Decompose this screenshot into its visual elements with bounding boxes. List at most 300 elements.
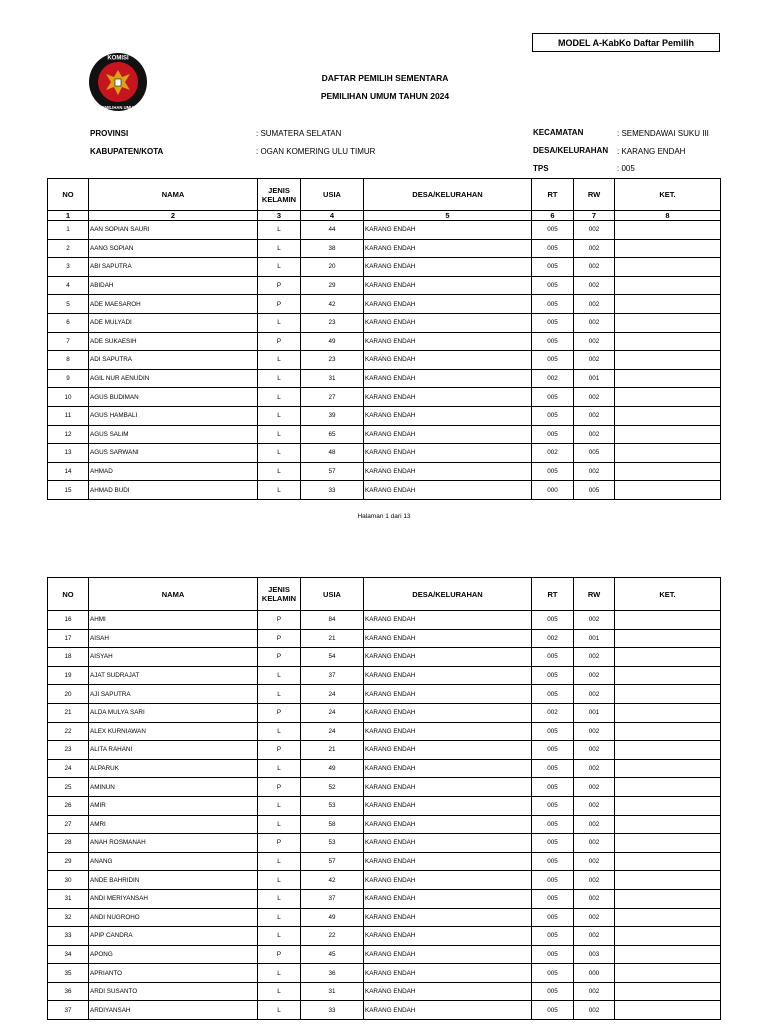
- table-row: [48, 388, 721, 407]
- cell-rw: 002: [574, 462, 615, 481]
- cell-ket: [615, 351, 721, 370]
- cell-rt: 005: [532, 964, 574, 983]
- cell-ket: [615, 648, 721, 667]
- cell-usia: 22: [301, 927, 364, 946]
- cell-usia: 58: [301, 815, 364, 834]
- cell-jk: L: [258, 722, 301, 741]
- table-row: [48, 685, 721, 704]
- header-rw: RW: [574, 179, 615, 211]
- cell-nama: ABIDAH: [89, 276, 258, 295]
- cell-ket: [615, 629, 721, 648]
- cell-nama: AGIL NUR AENUDIN: [89, 369, 258, 388]
- cell-rt: 005: [532, 889, 574, 908]
- cell-jk: L: [258, 908, 301, 927]
- cell-desa: KARANG ENDAH: [364, 332, 532, 351]
- cell-jk: P: [258, 703, 301, 722]
- cell-rt: 005: [532, 759, 574, 778]
- title-line-1: DAFTAR PEMILIH SEMENTARA: [321, 73, 449, 83]
- cell-desa: KARANG ENDAH: [364, 834, 532, 853]
- cell-rw: 002: [574, 871, 615, 890]
- tps-label: TPS: [533, 164, 549, 173]
- cell-usia: 49: [301, 332, 364, 351]
- cell-rt: 005: [532, 982, 574, 1001]
- cell-ket: [615, 852, 721, 871]
- cell-desa: KARANG ENDAH: [364, 629, 532, 648]
- cell-rw: 002: [574, 332, 615, 351]
- cell-usia: 33: [301, 481, 364, 500]
- cell-no: 14: [48, 462, 89, 481]
- cell-nama: ARDI SUSANTO: [89, 982, 258, 1001]
- cell-no: 16: [48, 611, 89, 630]
- cell-desa: KARANG ENDAH: [364, 239, 532, 258]
- table-row: [48, 611, 721, 630]
- cell-no: 3: [48, 258, 89, 277]
- cell-desa: KARANG ENDAH: [364, 648, 532, 667]
- cell-desa: KARANG ENDAH: [364, 815, 532, 834]
- cell-desa: KARANG ENDAH: [364, 927, 532, 946]
- kecamatan-value: : SEMENDAWAI SUKU III: [617, 129, 709, 138]
- header-rw: RW: [574, 578, 615, 611]
- cell-jk: L: [258, 406, 301, 425]
- cell-rt: 000: [532, 481, 574, 500]
- cell-rt: 005: [532, 221, 574, 240]
- cell-no: 10: [48, 388, 89, 407]
- cell-ket: [615, 908, 721, 927]
- cell-nama: ALDA MULYA SARI: [89, 703, 258, 722]
- cell-rw: 001: [574, 703, 615, 722]
- cell-rt: 005: [532, 796, 574, 815]
- cell-desa: KARANG ENDAH: [364, 276, 532, 295]
- cell-nama: AGUS SALIM: [89, 425, 258, 444]
- table-row: [48, 852, 721, 871]
- cell-rw: 002: [574, 982, 615, 1001]
- table-row: [48, 778, 721, 797]
- cell-desa: KARANG ENDAH: [364, 481, 532, 500]
- header-rt: RT: [532, 578, 574, 611]
- cell-ket: [615, 871, 721, 890]
- cell-usia: 39: [301, 406, 364, 425]
- table-row: [48, 964, 721, 983]
- cell-no: 21: [48, 703, 89, 722]
- column-index: 5: [364, 211, 532, 221]
- table-row: [48, 313, 721, 332]
- title-line-2: PEMILIHAN UMUM TAHUN 2024: [320, 91, 450, 101]
- table-row: [48, 759, 721, 778]
- cell-jk: L: [258, 369, 301, 388]
- header-nama: NAMA: [89, 578, 258, 611]
- cell-no: 27: [48, 815, 89, 834]
- cell-usia: 31: [301, 369, 364, 388]
- cell-desa: KARANG ENDAH: [364, 722, 532, 741]
- table-row: [48, 444, 721, 463]
- cell-usia: 65: [301, 425, 364, 444]
- cell-usia: 48: [301, 444, 364, 463]
- logo-top-text: KOMISI: [107, 55, 129, 62]
- cell-usia: 84: [301, 611, 364, 630]
- cell-desa: KARANG ENDAH: [364, 369, 532, 388]
- cell-jk: L: [258, 462, 301, 481]
- cell-no: 4: [48, 276, 89, 295]
- cell-desa: KARANG ENDAH: [364, 703, 532, 722]
- cell-jk: L: [258, 425, 301, 444]
- column-index: 6: [532, 211, 574, 221]
- cell-nama: ANDE BAHRIDIN: [89, 871, 258, 890]
- cell-rt: 005: [532, 815, 574, 834]
- table-row: [48, 703, 721, 722]
- cell-usia: 23: [301, 351, 364, 370]
- cell-desa: KARANG ENDAH: [364, 796, 532, 815]
- header-ket: KET.: [615, 179, 721, 211]
- table-row: [48, 221, 721, 240]
- table-row: [48, 815, 721, 834]
- cell-no: 5: [48, 295, 89, 314]
- cell-nama: AJI SAPUTRA: [89, 685, 258, 704]
- cell-jk: L: [258, 351, 301, 370]
- table-row: [48, 982, 721, 1001]
- cell-rw: 002: [574, 406, 615, 425]
- cell-nama: ANANG: [89, 852, 258, 871]
- cell-jk: L: [258, 313, 301, 332]
- table-row: [48, 871, 721, 890]
- column-index: 7: [574, 211, 615, 221]
- cell-nama: AISYAH: [89, 648, 258, 667]
- column-index: 2: [89, 211, 258, 221]
- cell-usia: 53: [301, 834, 364, 853]
- cell-desa: KARANG ENDAH: [364, 295, 532, 314]
- cell-ket: [615, 276, 721, 295]
- cell-desa: KARANG ENDAH: [364, 611, 532, 630]
- cell-jk: P: [258, 741, 301, 760]
- cell-usia: 24: [301, 703, 364, 722]
- table-row: [48, 332, 721, 351]
- table-row: [48, 666, 721, 685]
- table-row: [48, 1001, 721, 1020]
- cell-no: 32: [48, 908, 89, 927]
- cell-desa: KARANG ENDAH: [364, 741, 532, 760]
- cell-usia: 49: [301, 908, 364, 927]
- model-label: MODEL A-KabKo Daftar Pemilih: [532, 33, 720, 52]
- cell-usia: 33: [301, 1001, 364, 1020]
- cell-ket: [615, 425, 721, 444]
- table-header-row: [48, 578, 721, 611]
- table-row: [48, 741, 721, 760]
- cell-jk: L: [258, 666, 301, 685]
- cell-usia: 38: [301, 239, 364, 258]
- cell-rt: 005: [532, 871, 574, 890]
- cell-no: 35: [48, 964, 89, 983]
- cell-rw: 002: [574, 889, 615, 908]
- cell-ket: [615, 611, 721, 630]
- cell-rt: 005: [532, 425, 574, 444]
- logo-bottom-text: PEMILIHAN UMUM: [99, 105, 137, 110]
- cell-desa: KARANG ENDAH: [364, 444, 532, 463]
- header-ket: KET.: [615, 578, 721, 611]
- cell-nama: AHMAD BUDI: [89, 481, 258, 500]
- cell-nama: ALEX KURNIAWAN: [89, 722, 258, 741]
- cell-ket: [615, 927, 721, 946]
- cell-usia: 24: [301, 722, 364, 741]
- cell-no: 22: [48, 722, 89, 741]
- cell-rw: 002: [574, 834, 615, 853]
- cell-nama: APRIANTO: [89, 964, 258, 983]
- table-row: [48, 629, 721, 648]
- cell-no: 26: [48, 796, 89, 815]
- cell-rw: 002: [574, 778, 615, 797]
- table-row: [48, 927, 721, 946]
- header-usia: USIA: [301, 578, 364, 611]
- cell-no: 28: [48, 834, 89, 853]
- cell-ket: [615, 741, 721, 760]
- cell-desa: KARANG ENDAH: [364, 685, 532, 704]
- cell-usia: 31: [301, 982, 364, 1001]
- cell-desa: KARANG ENDAH: [364, 964, 532, 983]
- header-desa: DESA/KELURAHAN: [364, 578, 532, 611]
- header-nama: NAMA: [89, 179, 258, 211]
- cell-usia: 57: [301, 462, 364, 481]
- cell-rw: 000: [574, 964, 615, 983]
- cell-nama: AGUS HAMBALI: [89, 406, 258, 425]
- column-index: 8: [615, 211, 721, 221]
- cell-usia: 54: [301, 648, 364, 667]
- cell-nama: ADE SUKAESIH: [89, 332, 258, 351]
- cell-nama: AAN SOPIAN SAURI: [89, 221, 258, 240]
- cell-nama: ADE MAESAROH: [89, 295, 258, 314]
- cell-rw: 002: [574, 741, 615, 760]
- cell-jk: P: [258, 648, 301, 667]
- cell-nama: APIP CANDRA: [89, 927, 258, 946]
- cell-jk: P: [258, 945, 301, 964]
- cell-ket: [615, 221, 721, 240]
- table-row: [48, 406, 721, 425]
- table-row: [48, 369, 721, 388]
- cell-nama: ALPARUK: [89, 759, 258, 778]
- cell-rt: 005: [532, 611, 574, 630]
- cell-jk: P: [258, 276, 301, 295]
- cell-ket: [615, 982, 721, 1001]
- cell-desa: KARANG ENDAH: [364, 388, 532, 407]
- cell-no: 13: [48, 444, 89, 463]
- cell-rw: 002: [574, 276, 615, 295]
- cell-jk: P: [258, 834, 301, 853]
- cell-no: 17: [48, 629, 89, 648]
- cell-no: 12: [48, 425, 89, 444]
- cell-ket: [615, 462, 721, 481]
- cell-jk: L: [258, 815, 301, 834]
- cell-ket: [615, 313, 721, 332]
- cell-ket: [615, 964, 721, 983]
- cell-nama: AGUS BUDIMAN: [89, 388, 258, 407]
- cell-no: 29: [48, 852, 89, 871]
- cell-ket: [615, 722, 721, 741]
- cell-jk: L: [258, 871, 301, 890]
- cell-ket: [615, 444, 721, 463]
- cell-nama: AHMAD: [89, 462, 258, 481]
- cell-rw: 002: [574, 221, 615, 240]
- cell-jk: L: [258, 685, 301, 704]
- cell-rt: 005: [532, 927, 574, 946]
- tps-value: : 005: [617, 164, 635, 173]
- cell-jk: P: [258, 611, 301, 630]
- cell-jk: L: [258, 481, 301, 500]
- cell-rt: 005: [532, 351, 574, 370]
- column-index: 1: [48, 211, 89, 221]
- cell-ket: [615, 332, 721, 351]
- cell-desa: KARANG ENDAH: [364, 666, 532, 685]
- cell-desa: KARANG ENDAH: [364, 406, 532, 425]
- cell-nama: ANDI MERIYANSAH: [89, 889, 258, 908]
- cell-jk: L: [258, 759, 301, 778]
- voter-rows-page-2: [48, 611, 721, 1020]
- cell-ket: [615, 481, 721, 500]
- cell-desa: KARANG ENDAH: [364, 425, 532, 444]
- cell-nama: AGUS SARWANI: [89, 444, 258, 463]
- table-row: [48, 481, 721, 500]
- cell-no: 8: [48, 351, 89, 370]
- table-row: [48, 258, 721, 277]
- cell-rt: 005: [532, 313, 574, 332]
- cell-rt: 005: [532, 462, 574, 481]
- cell-jk: L: [258, 221, 301, 240]
- cell-rw: 002: [574, 239, 615, 258]
- cell-rt: 002: [532, 629, 574, 648]
- cell-usia: 29: [301, 276, 364, 295]
- cell-nama: ALITA RAHANI: [89, 741, 258, 760]
- cell-jk: P: [258, 778, 301, 797]
- cell-ket: [615, 388, 721, 407]
- table-row: [48, 889, 721, 908]
- cell-no: 15: [48, 481, 89, 500]
- cell-jk: L: [258, 852, 301, 871]
- cell-rt: 005: [532, 778, 574, 797]
- cell-usia: 20: [301, 258, 364, 277]
- cell-ket: [615, 239, 721, 258]
- table-row: [48, 834, 721, 853]
- page-number: Halaman 1 dari 13: [357, 513, 411, 520]
- column-index: 3: [258, 211, 301, 221]
- cell-usia: 21: [301, 741, 364, 760]
- cell-no: 31: [48, 889, 89, 908]
- cell-nama: ARDIYANSAH: [89, 1001, 258, 1020]
- kpu-logo: [88, 50, 148, 114]
- cell-no: 6: [48, 313, 89, 332]
- cell-usia: 24: [301, 685, 364, 704]
- table-row: [48, 462, 721, 481]
- cell-ket: [615, 759, 721, 778]
- kabupaten-value: : OGAN KOMERING ULU TIMUR: [256, 147, 376, 156]
- cell-rt: 005: [532, 332, 574, 351]
- cell-no: 19: [48, 666, 89, 685]
- cell-rw: 001: [574, 629, 615, 648]
- cell-rw: 002: [574, 927, 615, 946]
- cell-rw: 002: [574, 313, 615, 332]
- cell-usia: 36: [301, 964, 364, 983]
- cell-usia: 37: [301, 889, 364, 908]
- column-index-row: [48, 211, 721, 221]
- cell-jk: L: [258, 964, 301, 983]
- cell-no: 37: [48, 1001, 89, 1020]
- cell-desa: KARANG ENDAH: [364, 982, 532, 1001]
- cell-rw: 002: [574, 908, 615, 927]
- cell-rw: 002: [574, 258, 615, 277]
- table-row: [48, 351, 721, 370]
- cell-desa: KARANG ENDAH: [364, 313, 532, 332]
- cell-usia: 42: [301, 871, 364, 890]
- cell-rt: 005: [532, 908, 574, 927]
- cell-rt: 005: [532, 239, 574, 258]
- cell-jk: L: [258, 927, 301, 946]
- cell-desa: KARANG ENDAH: [364, 871, 532, 890]
- cell-ket: [615, 834, 721, 853]
- cell-rt: 005: [532, 1001, 574, 1020]
- cell-jk: L: [258, 239, 301, 258]
- table-row: [48, 908, 721, 927]
- cell-rw: 002: [574, 852, 615, 871]
- cell-ket: [615, 666, 721, 685]
- cell-no: 25: [48, 778, 89, 797]
- cell-rw: 002: [574, 722, 615, 741]
- cell-usia: 27: [301, 388, 364, 407]
- cell-jk: L: [258, 444, 301, 463]
- cell-nama: AMINUN: [89, 778, 258, 797]
- voter-rows-page-1: [48, 221, 721, 500]
- table-row: [48, 796, 721, 815]
- cell-rt: 005: [532, 834, 574, 853]
- table-row: [48, 722, 721, 741]
- column-index: 4: [301, 211, 364, 221]
- cell-rt: 002: [532, 444, 574, 463]
- cell-jk: L: [258, 982, 301, 1001]
- cell-rt: 005: [532, 388, 574, 407]
- header-desa: DESA/KELURAHAN: [364, 179, 532, 211]
- cell-desa: KARANG ENDAH: [364, 759, 532, 778]
- cell-rt: 005: [532, 276, 574, 295]
- cell-rt: 005: [532, 666, 574, 685]
- cell-rw: 002: [574, 648, 615, 667]
- cell-usia: 44: [301, 221, 364, 240]
- header-no: NO: [48, 179, 89, 211]
- cell-rt: 005: [532, 406, 574, 425]
- cell-rw: 002: [574, 388, 615, 407]
- cell-rt: 005: [532, 852, 574, 871]
- cell-ket: [615, 945, 721, 964]
- cell-no: 23: [48, 741, 89, 760]
- cell-desa: KARANG ENDAH: [364, 462, 532, 481]
- cell-no: 34: [48, 945, 89, 964]
- cell-desa: KARANG ENDAH: [364, 778, 532, 797]
- cell-no: 9: [48, 369, 89, 388]
- cell-nama: ANDI NUGROHO: [89, 908, 258, 927]
- cell-no: 20: [48, 685, 89, 704]
- table-row: [48, 425, 721, 444]
- cell-usia: 21: [301, 629, 364, 648]
- cell-rw: 002: [574, 759, 615, 778]
- cell-ket: [615, 258, 721, 277]
- cell-no: 2: [48, 239, 89, 258]
- cell-nama: AISAH: [89, 629, 258, 648]
- cell-desa: KARANG ENDAH: [364, 258, 532, 277]
- cell-no: 18: [48, 648, 89, 667]
- logo-shield-icon: [115, 79, 121, 86]
- cell-no: 24: [48, 759, 89, 778]
- header-rt: RT: [532, 179, 574, 211]
- table-row: [48, 945, 721, 964]
- cell-desa: KARANG ENDAH: [364, 889, 532, 908]
- cell-ket: [615, 778, 721, 797]
- cell-rw: 002: [574, 666, 615, 685]
- cell-rt: 005: [532, 741, 574, 760]
- cell-nama: ADE MULYADI: [89, 313, 258, 332]
- cell-jk: L: [258, 258, 301, 277]
